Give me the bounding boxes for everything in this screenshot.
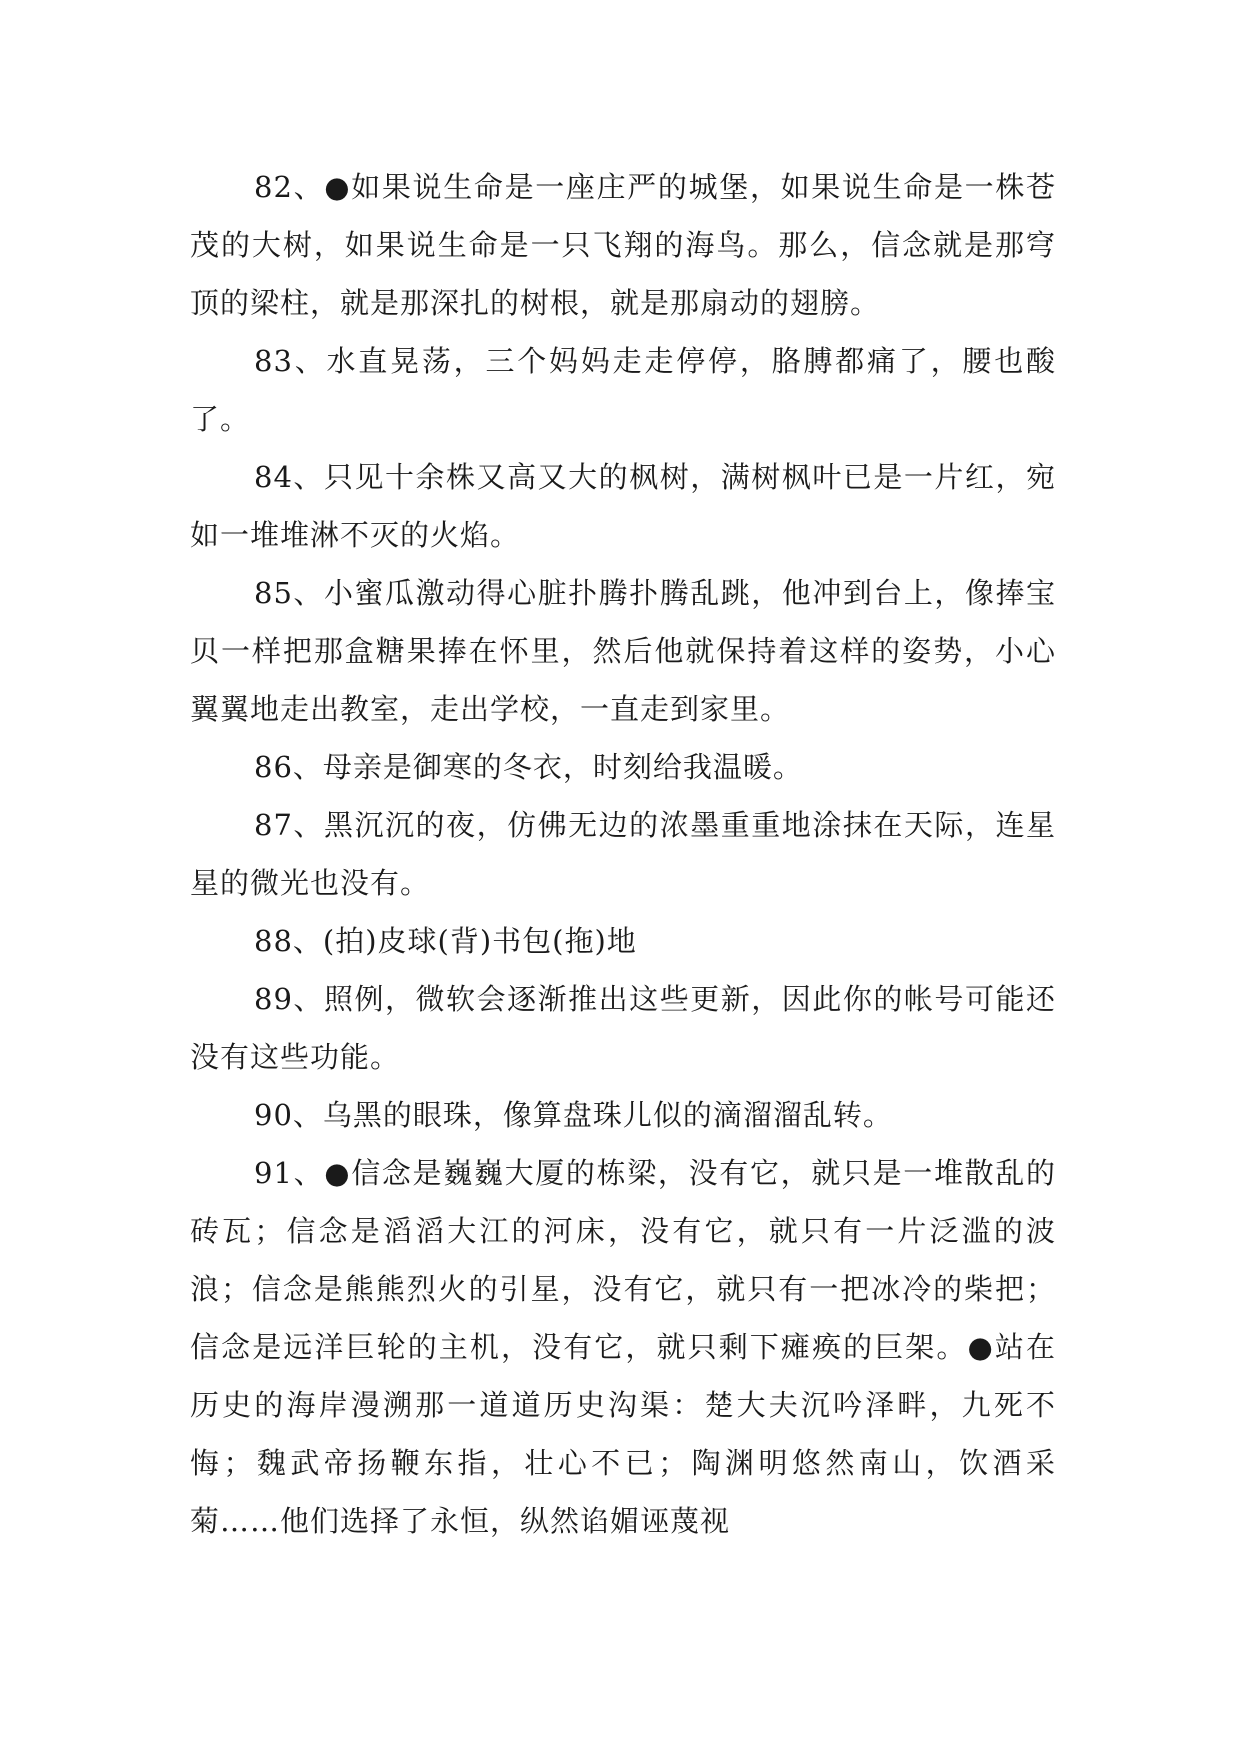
paragraph-84: 84、只见十余株又高又大的枫树，满树枫叶已是一片红，宛如一堆堆淋不灭的火焰。 [190,460,1056,552]
paragraph-83: 83、水直晃荡，三个妈妈走走停停，胳膊都痛了，腰也酸了。 [190,344,1056,436]
paragraph-86: 86、母亲是御寒的冬衣，时刻给我温暖。 [254,750,803,784]
paragraph-90: 90、乌黑的眼珠，像算盘珠儿似的滴溜溜乱转。 [254,1098,893,1132]
paragraph-87: 87、黑沉沉的夜，仿佛无边的浓墨重重地涂抹在天际，连星星的微光也没有。 [190,808,1056,900]
paragraph-89: 89、照例，微软会逐渐推出这些更新，因此你的帐号可能还没有这些功能。 [190,982,1056,1074]
paragraph-82: 82、●如果说生命是一座庄严的城堡，如果说生命是一株苍茂的大树，如果说生命是一只飞翔的海鸟。那么，信念就是那穹顶的梁柱，就是那深扎的树根，就是那扇动的翅膀。 [190,170,1056,320]
paragraph-91: 91、●信念是巍巍大厦的栋梁，没有它，就只是一堆散乱的砖瓦；信念是滔滔大江的河床，没有它，就只有一片泛滥的波浪；信念是熊熊烈火的引星，没有它，就只有一把冰冷的柴把；信念是远洋巨轮的主机，没有它，就只剩下瘫痪的巨架。●站在历史的海岸漫溯那一道道历史沟渠：楚大夫沉吟泽畔，九死不悔；魏武帝扬鞭东指，壮心不已；陶渊明悠然南山，饮酒采菊……他们选择了永恒，纵然谄媚诬蔑视 [190,1156,1056,1538]
paragraph-88: 88、(拍)皮球(背)书包(拖)地 [254,924,637,958]
paragraph-85: 85、小蜜瓜激动得心脏扑腾扑腾乱跳，他冲到台上，像捧宝贝一样把那盒糖果捧在怀里，然后他就保持着这样的姿势，小心翼翼地走出教室，走出学校，一直走到家里。 [190,576,1056,726]
document-body [190,158,1056,1550]
